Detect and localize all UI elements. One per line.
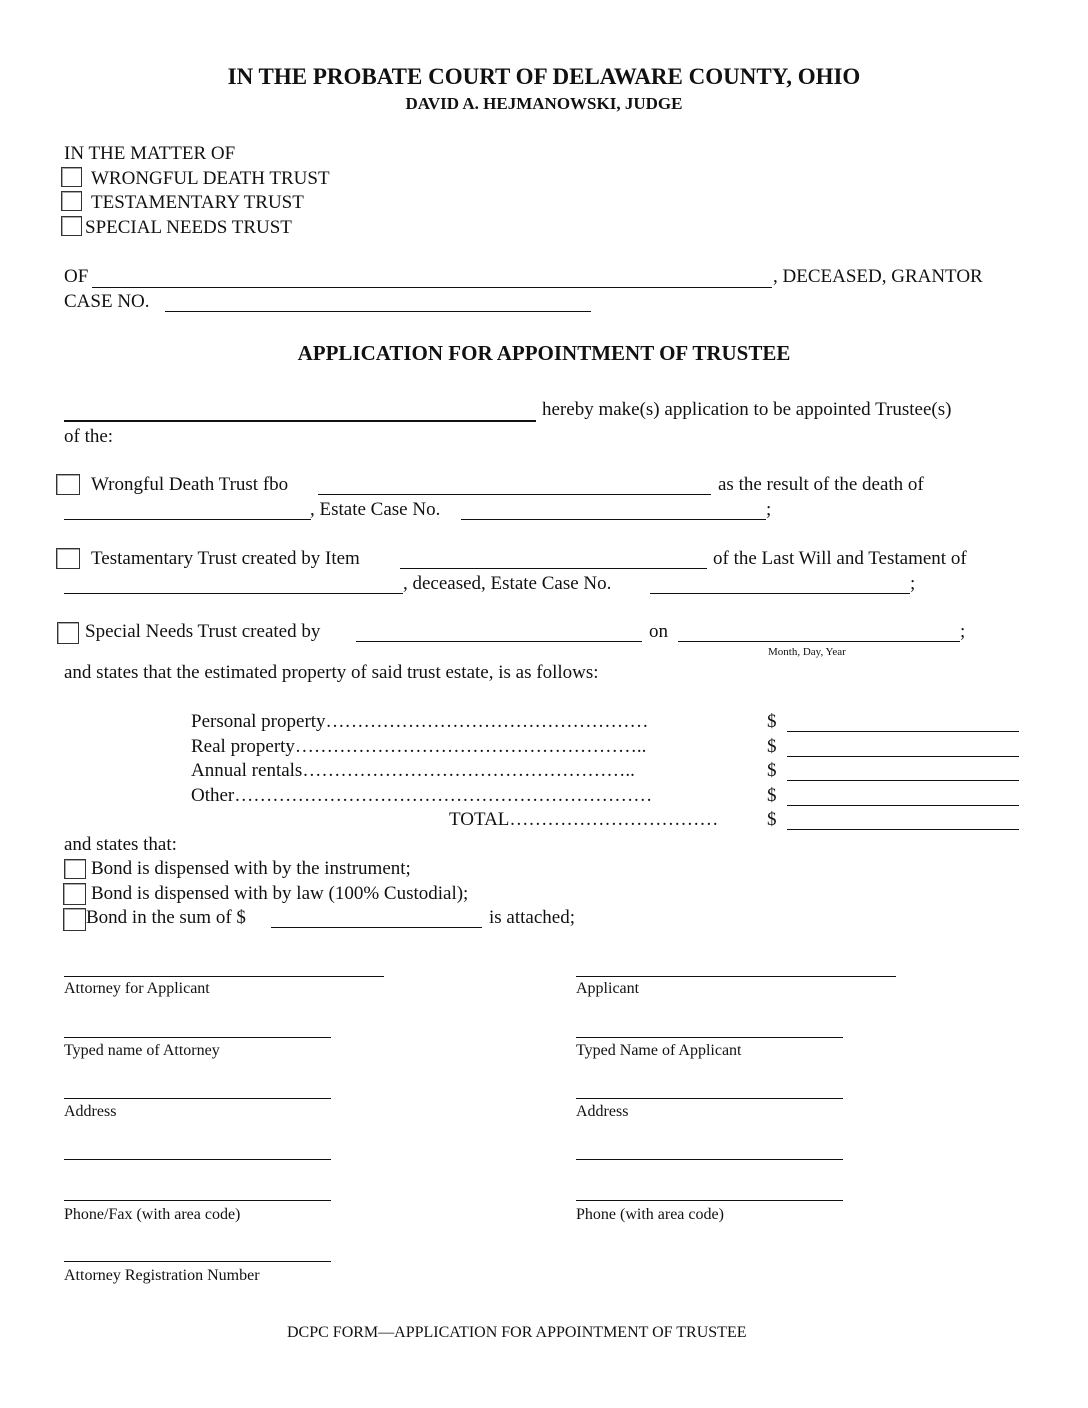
testamentary-trust-label: Testamentary Trust created by Item: [91, 548, 360, 569]
form-title: APPLICATION FOR APPOINTMENT OF TRUSTEE: [297, 341, 791, 365]
case-no-label: CASE NO.: [64, 291, 150, 312]
bond-law-checkbox[interactable]: [63, 883, 86, 905]
form-footer: DCPC FORM—APPLICATION FOR APPOINTMENT OF TRUSTEE: [287, 1324, 747, 1341]
property-intro: and states that the estimated property of said trust estate, is as follows:: [64, 662, 599, 683]
bond-sum-label: Bond in the sum of $: [86, 907, 246, 928]
wd-estate-case-label: , Estate Case No.: [310, 499, 441, 520]
property-label: Annual rentals……………………………………………..: [191, 760, 635, 781]
other-amount[interactable]: [787, 786, 1019, 806]
applicant-signature-line[interactable]: [576, 976, 896, 977]
dollar-sign: $: [767, 711, 777, 732]
special-needs-label: SPECIAL NEEDS TRUST: [85, 217, 292, 238]
of-label: OF: [64, 266, 89, 287]
applicant-name-label: Typed Name of Applicant: [576, 1042, 742, 1059]
real-property-amount[interactable]: [787, 737, 1019, 757]
attorney-phone-line[interactable]: [64, 1200, 331, 1201]
last-will-label: of the Last Will and Testament of: [713, 548, 967, 569]
attorney-signature-label: Attorney for Applicant: [64, 980, 210, 997]
bond-sum-checkbox[interactable]: [63, 908, 86, 931]
applicant-signature-label: Applicant: [576, 980, 640, 997]
date-hint: Month, Day, Year: [768, 646, 846, 658]
attorney-registration-label: Attorney Registration Number: [64, 1267, 260, 1284]
tt-end: ;: [910, 573, 916, 594]
property-label: Personal property……………………………………………: [191, 711, 649, 732]
applicant-address-line-1[interactable]: [576, 1098, 843, 1099]
of-the-label: of the:: [64, 426, 114, 447]
dollar-sign: $: [767, 809, 777, 830]
wd-estate-case-field[interactable]: [461, 500, 766, 520]
dollar-sign: $: [767, 760, 777, 781]
applicant-name-field[interactable]: [64, 401, 536, 421]
date-field[interactable]: [678, 622, 960, 642]
bond-instrument-label: Bond is dispensed with by the instrument;: [91, 858, 411, 879]
total-label: TOTAL……………………………: [449, 809, 719, 830]
property-label: Other…………………………………………………………: [191, 785, 653, 806]
wrongful-death-label: WRONGFUL DEATH TRUST: [91, 168, 330, 189]
grantor-name-field[interactable]: [92, 268, 772, 288]
testamentary-checkbox[interactable]: [61, 191, 82, 211]
bond-intro: and states that:: [64, 834, 177, 855]
dollar-sign: $: [767, 736, 777, 757]
wrongful-death-trust-checkbox[interactable]: [56, 474, 80, 495]
on-label: on: [649, 621, 668, 642]
attorney-address-line-2[interactable]: [64, 1159, 331, 1160]
fbo-field[interactable]: [318, 475, 711, 495]
wrongful-death-checkbox[interactable]: [61, 167, 82, 187]
attorney-registration-line[interactable]: [64, 1261, 331, 1262]
applicant-name-line[interactable]: [576, 1037, 843, 1038]
special-needs-trust-label: Special Needs Trust created by: [85, 621, 321, 642]
attorney-name-label: Typed name of Attorney: [64, 1042, 220, 1059]
creator-field[interactable]: [356, 622, 642, 642]
court-title: IN THE PROBATE COURT OF DELAWARE COUNTY, OHIO: [227, 64, 861, 89]
testator-field[interactable]: [64, 574, 403, 594]
annual-rentals-amount[interactable]: [787, 761, 1019, 781]
bond-instrument-checkbox[interactable]: [64, 859, 86, 879]
attorney-name-line[interactable]: [64, 1037, 331, 1038]
bond-attached-label: is attached;: [489, 907, 575, 928]
item-field[interactable]: [400, 549, 707, 569]
testamentary-trust-checkbox[interactable]: [56, 548, 80, 569]
testamentary-label: TESTAMENTARY TRUST: [91, 192, 304, 213]
attorney-signature-line[interactable]: [64, 976, 384, 977]
special-needs-trust-checkbox[interactable]: [57, 622, 79, 644]
total-amount[interactable]: [787, 810, 1019, 830]
tt-estate-case-field[interactable]: [650, 574, 910, 594]
decedent-field[interactable]: [64, 500, 311, 520]
property-label: Real property………………………………………………..: [191, 736, 647, 757]
special-needs-checkbox[interactable]: [61, 216, 82, 236]
death-of-label: as the result of the death of: [718, 474, 924, 495]
bond-sum-field[interactable]: [271, 908, 482, 928]
bond-law-label: Bond is dispensed with by law (100% Custodial);: [91, 883, 469, 904]
applicant-address-label: Address: [576, 1103, 629, 1120]
applicant-address-line-2[interactable]: [576, 1159, 843, 1160]
applicant-phone-label: Phone (with area code): [576, 1206, 724, 1223]
applicant-phone-line[interactable]: [576, 1200, 843, 1201]
case-no-field[interactable]: [165, 292, 591, 312]
attorney-address-label: Address: [64, 1103, 117, 1120]
wd-end: ;: [766, 499, 772, 520]
attorney-address-line-1[interactable]: [64, 1098, 331, 1099]
matter-label: IN THE MATTER OF: [64, 143, 236, 164]
deceased-grantor-label: , DECEASED, GRANTOR: [773, 266, 983, 287]
personal-property-amount[interactable]: [787, 712, 1019, 732]
tt-estate-case-label: , deceased, Estate Case No.: [403, 573, 612, 594]
dollar-sign: $: [767, 785, 777, 806]
judge-name: DAVID A. HEJMANOWSKI, JUDGE: [405, 94, 683, 113]
attorney-phone-label: Phone/Fax (with area code): [64, 1206, 241, 1223]
application-intro-text: hereby make(s) application to be appointed Trustee(s): [542, 399, 952, 420]
wrongful-death-trust-label: Wrongful Death Trust fbo: [91, 474, 289, 495]
sn-end: ;: [960, 621, 966, 642]
